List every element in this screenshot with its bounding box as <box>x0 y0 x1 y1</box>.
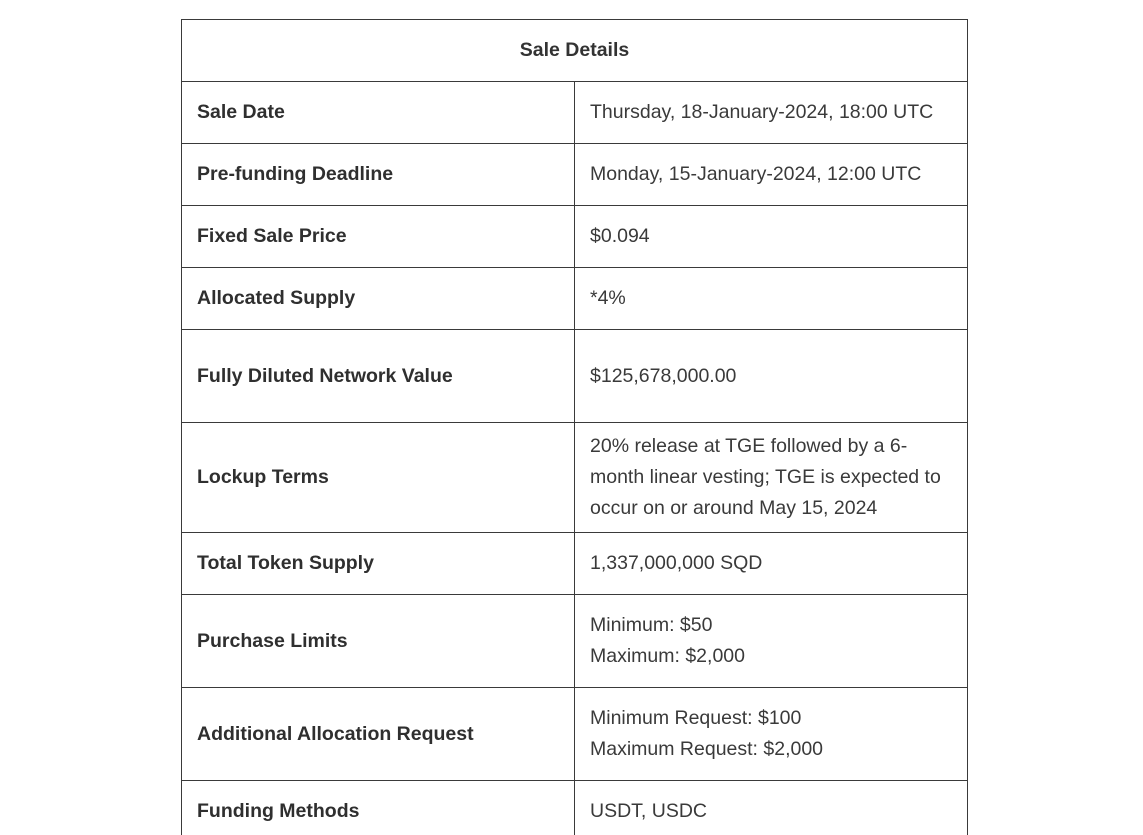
value-line: $0.094 <box>590 225 650 247</box>
value-line: USDT, USDC <box>590 800 708 822</box>
row-value <box>575 82 968 144</box>
row-label: Fixed Sale Price <box>182 206 575 268</box>
row-label: Lockup Terms <box>182 423 575 533</box>
table-row <box>182 595 968 688</box>
row-label: Fully Diluted Network Value <box>182 330 575 423</box>
table-row <box>182 206 968 268</box>
table-header-row <box>182 20 968 82</box>
value-line: Maximum: $2,000 <box>590 645 745 667</box>
table-row <box>182 268 968 330</box>
row-label: Total Token Supply <box>182 533 575 595</box>
table-title: Sale Details <box>182 20 968 82</box>
value-line: Monday, 15-January-2024, 12:00 UTC <box>590 163 922 185</box>
value-line: $125,678,000.00 <box>590 364 737 387</box>
row-value <box>575 533 968 595</box>
row-label: Purchase Limits <box>182 595 575 688</box>
value-line: 1,337,000,000 SQD <box>590 552 763 574</box>
row-label: Allocated Supply <box>182 268 575 330</box>
value-line: Thursday, 18-January-2024, 18:00 UTC <box>590 101 934 123</box>
row-label: Pre-funding Deadline <box>182 144 575 206</box>
table-row <box>182 330 968 423</box>
row-label: Sale Date <box>182 82 575 144</box>
value-line: Minimum: $50 <box>590 614 713 636</box>
row-value <box>575 595 968 688</box>
table-row <box>182 144 968 206</box>
row-value <box>575 688 968 781</box>
sale-details-table <box>181 19 968 835</box>
table-row <box>182 82 968 144</box>
value-line: *4% <box>590 287 626 309</box>
table-row <box>182 781 968 835</box>
row-value <box>575 206 968 268</box>
value-line: Minimum Request: $100 <box>590 707 802 729</box>
value-line: Maximum Request: $2,000 <box>590 738 824 760</box>
table-row <box>182 688 968 781</box>
row-label: Additional Allocation Request <box>182 688 575 781</box>
row-value <box>575 268 968 330</box>
table-row <box>182 533 968 595</box>
row-value <box>575 144 968 206</box>
row-value <box>575 330 968 423</box>
value-line: 20% release at TGE followed by a 6-month linear vesting; TGE is expected to occur on or around May 15, 2024 <box>590 435 941 519</box>
row-value <box>575 423 968 533</box>
row-label: Funding Methods <box>182 781 575 835</box>
table-row <box>182 423 968 533</box>
row-value <box>575 781 968 835</box>
